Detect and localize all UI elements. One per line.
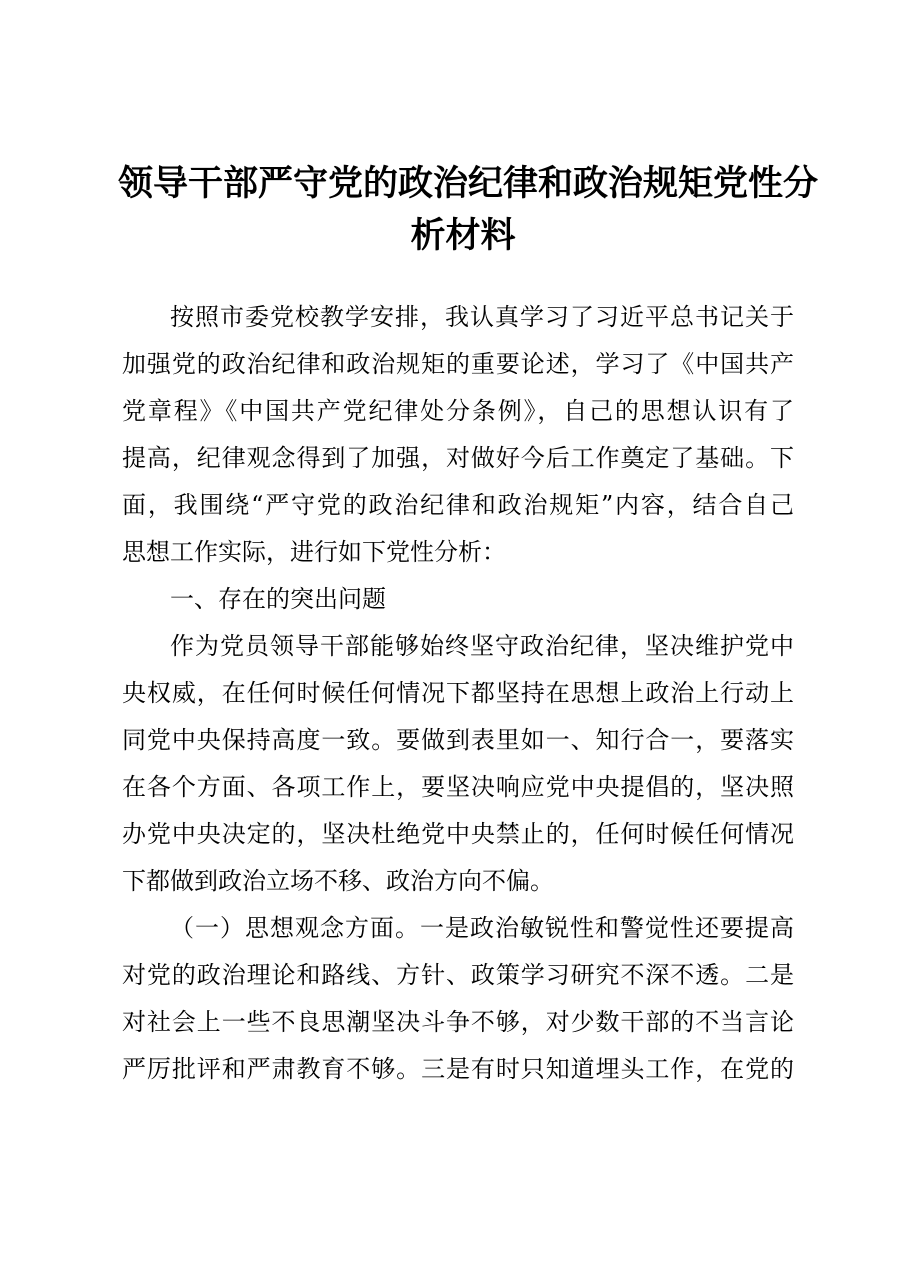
paragraph-line: 对社会上一些不良思潮坚决斗争不够，对少数干部的不当言论 bbox=[122, 1008, 794, 1036]
paragraph-line: 按照市委党校教学安排，我认真学习了习近平总书记关于 bbox=[170, 303, 794, 331]
paragraph-line: 在各个方面、各项工作上，要坚决响应党中央提倡的，坚决照 bbox=[122, 773, 794, 801]
section-heading bbox=[122, 576, 794, 623]
title-line-2: 析材料 bbox=[410, 216, 516, 256]
paragraph-line: 加强党的政治纪律和政治规矩的重要论述，学习了《中国共产 bbox=[122, 350, 794, 378]
paragraph-line: 办党中央决定的，坚决杜绝党中央禁止的，任何时候任何情况 bbox=[122, 820, 794, 848]
subsection-paragraph bbox=[122, 905, 794, 1093]
paragraph-line: 作为党员领导干部能够始终坚守政治纪律，坚决维护党中 bbox=[170, 632, 794, 660]
body-paragraph bbox=[122, 623, 794, 905]
title-line-1: 领导干部严守党的政治纪律和政治规矩党性分 bbox=[118, 164, 819, 204]
paragraph-line: （一）思想观念方面。一是政治敏锐性和警觉性还要提高 bbox=[170, 914, 794, 942]
paragraph-line: 同党中央保持高度一致。要做到表里如一、知行合一，要落实 bbox=[122, 726, 794, 754]
paragraph-line: 提高，纪律观念得到了加强，对做好今后工作奠定了基础。下 bbox=[122, 444, 794, 472]
paragraph-line: 对党的政治理论和路线、方针、政策学习研究不深不透。二是 bbox=[122, 961, 794, 989]
heading-line: 一、存在的突出问题 bbox=[170, 585, 386, 613]
paragraph-line: 党章程》《中国共产党纪律处分条例》，自己的思想认识有了 bbox=[122, 397, 794, 425]
paragraph-line: 央权威，在任何时候任何情况下都坚持在思想上政治上行动上 bbox=[122, 679, 794, 707]
paragraph-line: 下都做到政治立场不移、政治方向不偏。 bbox=[122, 867, 554, 895]
paragraph-line: 面，我围绕“严守党的政治纪律和政治规矩”内容，结合自己 bbox=[122, 491, 794, 519]
paragraph-line: 思想工作实际，进行如下党性分析： bbox=[122, 538, 506, 566]
intro-paragraph bbox=[122, 294, 794, 576]
document-title bbox=[118, 158, 819, 262]
paragraph-line: 严厉批评和严肃教育不够。三是有时只知道埋头工作，在党的 bbox=[122, 1055, 794, 1083]
document-body bbox=[122, 294, 794, 1093]
